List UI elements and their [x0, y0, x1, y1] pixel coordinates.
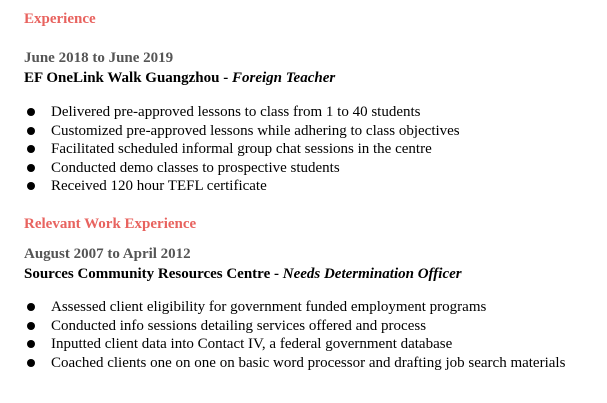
responsibilities-list [24, 298, 584, 372]
bullet-icon [27, 127, 35, 135]
job-role: Needs Determination Officer [282, 266, 462, 282]
bullet-text: Assessed client eligibility for government funded employment programs [51, 299, 487, 315]
job-title-line [24, 70, 335, 87]
bullet-icon [27, 340, 35, 348]
bullet-icon [27, 303, 35, 311]
bullet-icon [27, 108, 35, 116]
bullet-icon [27, 164, 35, 172]
employer-name: EF OneLink Walk Guangzhou [24, 70, 220, 86]
list-item [24, 103, 584, 122]
title-separator: - [270, 266, 283, 282]
section-heading-relevant-work-experience: Relevant Work Experience [24, 216, 197, 232]
bullet-icon [27, 359, 35, 367]
list-item [24, 140, 584, 159]
section-heading-experience: Experience [24, 11, 96, 27]
bullet-text: Customized pre-approved lessons while adhering to class objectives [51, 122, 460, 139]
bullet-icon [27, 182, 35, 190]
bullet-text: Facilitated scheduled informal group chat sessions in the centre [51, 141, 432, 157]
bullet-text: Inputted client data into Contact IV, a federal government database [51, 336, 453, 352]
job-title-line [24, 266, 462, 283]
list-item [24, 298, 584, 317]
list-item [24, 317, 584, 336]
employer-name: Sources Community Resources Centre [24, 266, 271, 282]
bullet-text: Coached clients one on one on basic word processor and drafting job search materials [51, 354, 566, 371]
bullet-icon [27, 145, 35, 153]
list-item [24, 177, 584, 196]
bullet-text: Delivered pre-approved lessons to class from 1 to 40 students [51, 104, 421, 120]
list-item [24, 159, 584, 178]
bullet-text: Conducted info sessions detailing services offered and process [51, 317, 427, 334]
job-dates: June 2018 to June 2019 [24, 50, 174, 66]
list-item [24, 354, 584, 373]
job-dates: August 2007 to April 2012 [24, 246, 191, 262]
bullet-text: Received 120 hour TEFL certificate [51, 178, 267, 194]
responsibilities-list [24, 103, 584, 196]
list-item [24, 122, 584, 141]
bullet-icon [27, 322, 35, 330]
list-item [24, 335, 584, 354]
title-separator: - [219, 70, 232, 86]
job-role: Foreign Teacher [232, 70, 336, 86]
bullet-text: Conducted demo classes to prospective students [51, 159, 340, 176]
